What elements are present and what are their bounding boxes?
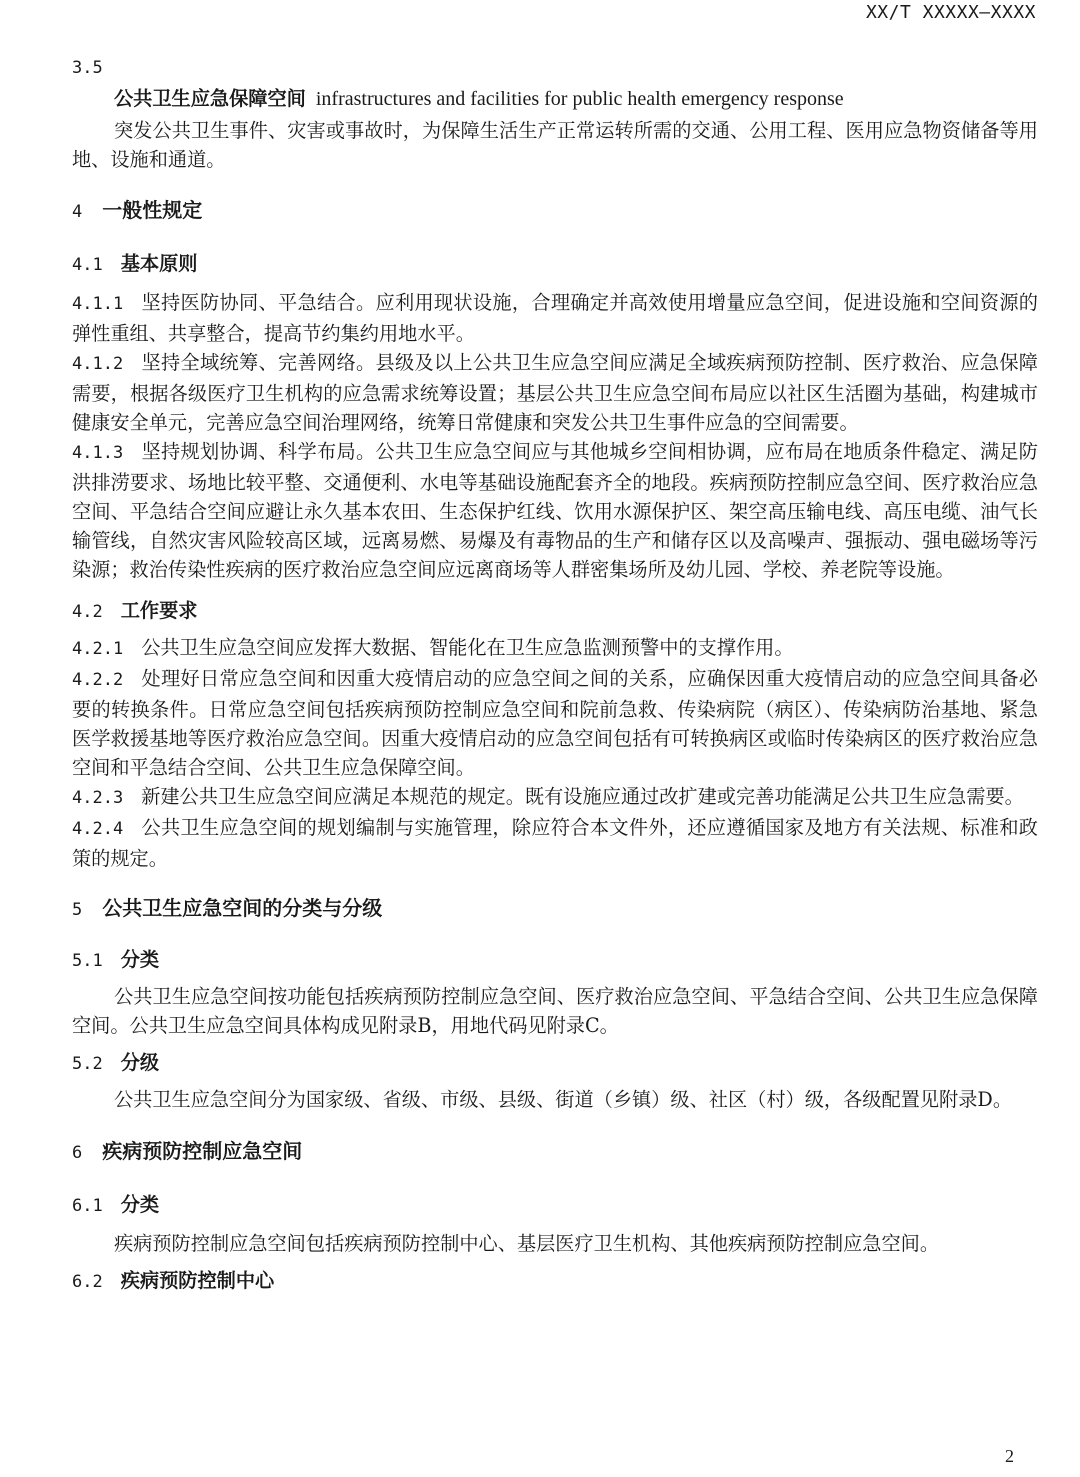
section-number: 4.1	[72, 255, 103, 275]
section-4-2-heading	[72, 596, 1038, 627]
section-title: 分类	[120, 1193, 160, 1216]
section-number: 5	[72, 900, 83, 920]
section-title: 工作要求	[120, 599, 198, 622]
section-5-2-heading	[72, 1048, 1038, 1079]
clause-4-2-3	[72, 782, 1038, 813]
section-6-2-heading	[72, 1266, 1038, 1297]
section-title: 基本原则	[120, 252, 198, 275]
clause-number: 4.2.1	[72, 639, 124, 659]
clause-text: 新建公共卫生应急空间应满足本规范的规定。既有设施应通过改扩建或完善功能满足公共卫生应急需要。	[141, 785, 1024, 808]
clause-text: 坚持医防协同、平急结合。应利用现状设施，合理确定并高效使用增量应急空间，促进设施和空间资源的弹性重组、共享整合，提高节约集约用地水平。	[72, 291, 1038, 345]
section-4-heading	[72, 195, 1038, 227]
section-number: 6.2	[72, 1272, 103, 1292]
clause-4-2-4	[72, 813, 1038, 873]
clause-number: 4.1.1	[72, 294, 124, 314]
clause-4-1-3	[72, 437, 1038, 584]
section-title: 一般性规定	[102, 198, 203, 222]
term-3-5-definition: 突发公共卫生事件、灾害或事故时，为保障生活生产正常运转所需的交通、公用工程、医用应急物资储备等用地、设施和通道。	[72, 119, 1038, 171]
section-5-2-paragraph: 公共卫生应急空间分为国家级、省级、市级、县级、街道（乡镇）级、社区（村）级，各级配置见附录D。	[114, 1088, 1013, 1111]
section-6-heading	[72, 1136, 1038, 1168]
section-5-heading	[72, 893, 1038, 925]
section-6-1-paragraph: 疾病预防控制应急空间包括疾病预防控制中心、基层医疗卫生机构、其他疾病预防控制应急空间。	[114, 1232, 940, 1255]
section-5-1-paragraph: 公共卫生应急空间按功能包括疾病预防控制应急空间、医疗救治应急空间、平急结合空间、公共卫生应急保障空间。公共卫生应急空间具体构成见附录B，用地代码见附录C。	[72, 985, 1038, 1037]
page-number: 2	[1005, 1446, 1014, 1466]
clause-4-1-1	[72, 288, 1038, 348]
clause-text: 坚持规划协调、科学布局。公共卫生应急空间应与其他城乡空间相协调，应布局在地质条件稳定、满足防洪排涝要求、场地比较平整、交通便利、水电等基础设施配套齐全的地段。疾病预防控制应急空间、医疗救治应急空间、平急结合空间应避让永久基本农田、生态保护红线、饮用水源保护区、架空高压输电线、高压电缆、油气长输管线，自然灾害风险较高区域，远离易燃、易爆及有毒物品的生产和储存区以及高噪声、强振动、强电磁场等污染源；救治传染性疾病的医疗救治应急空间应远离商场等人群密集场所及幼儿园、学校、养老院等设施。	[72, 440, 1038, 581]
section-6-1-heading	[72, 1190, 1038, 1221]
section-number: 4.2	[72, 602, 103, 622]
clause-number: 4.2.3	[72, 788, 124, 808]
term-chinese: 公共卫生应急保障空间	[114, 87, 306, 110]
document-code-header: XX/T XXXXX—XXXX	[865, 2, 1036, 23]
clause-number: 4.1.2	[72, 354, 124, 374]
clause-text: 公共卫生应急空间的规划编制与实施管理，除应符合本文件外，还应遵循国家及地方有关法规、标准和政策的规定。	[72, 816, 1038, 870]
clause-number: 4.1.3	[72, 443, 124, 463]
section-title: 公共卫生应急空间的分类与分级	[102, 896, 383, 920]
clause-number: 4.2.4	[72, 819, 124, 839]
term-english: infrastructures and facilities for public health emergency response	[315, 88, 844, 110]
section-5-1-heading	[72, 945, 1038, 976]
term-3-5	[72, 84, 1038, 114]
clause-3-5-number	[72, 52, 1038, 83]
section-number: 5.1	[72, 951, 103, 971]
clause-number: 3.5	[72, 58, 103, 78]
section-title: 疾病预防控制中心	[120, 1269, 275, 1292]
section-number: 5.2	[72, 1054, 103, 1074]
clause-number: 4.2.2	[72, 670, 124, 690]
clause-text: 处理好日常应急空间和因重大疫情启动的应急空间之间的关系，应确保因重大疫情启动的应急空间具备必要的转换条件。日常应急空间包括疾病预防控制应急空间和院前急救、传染病院（病区）、传染病防治基地、紧急医学救援基地等医疗救治应急空间。因重大疫情启动的应急空间包括有可转换病区或临时传染病区的医疗救治应急空间和平急结合空间、公共卫生应急保障空间。	[72, 667, 1038, 779]
clause-4-1-2	[72, 348, 1038, 437]
section-number: 4	[72, 202, 83, 222]
section-number: 6.1	[72, 1196, 103, 1216]
section-4-1-heading	[72, 249, 1038, 280]
section-title: 分级	[120, 1051, 160, 1074]
section-title: 疾病预防控制应急空间	[102, 1139, 303, 1163]
document-body	[72, 52, 1038, 1297]
section-number: 6	[72, 1143, 83, 1163]
section-title: 分类	[120, 948, 160, 971]
clause-text: 坚持全域统筹、完善网络。县级及以上公共卫生应急空间应满足全域疾病预防控制、医疗救治、应急保障需要，根据各级医疗卫生机构的应急需求统筹设置；基层公共卫生应急空间布局应以社区生活圈为基础，构建城市健康安全单元，完善应急空间治理网络，统筹日常健康和突发公共卫生事件应急的空间需要。	[72, 351, 1038, 434]
clause-text: 公共卫生应急空间应发挥大数据、智能化在卫生应急监测预警中的支撑作用。	[141, 636, 794, 659]
clause-4-2-2	[72, 664, 1038, 782]
clause-4-2-1	[72, 633, 1038, 664]
